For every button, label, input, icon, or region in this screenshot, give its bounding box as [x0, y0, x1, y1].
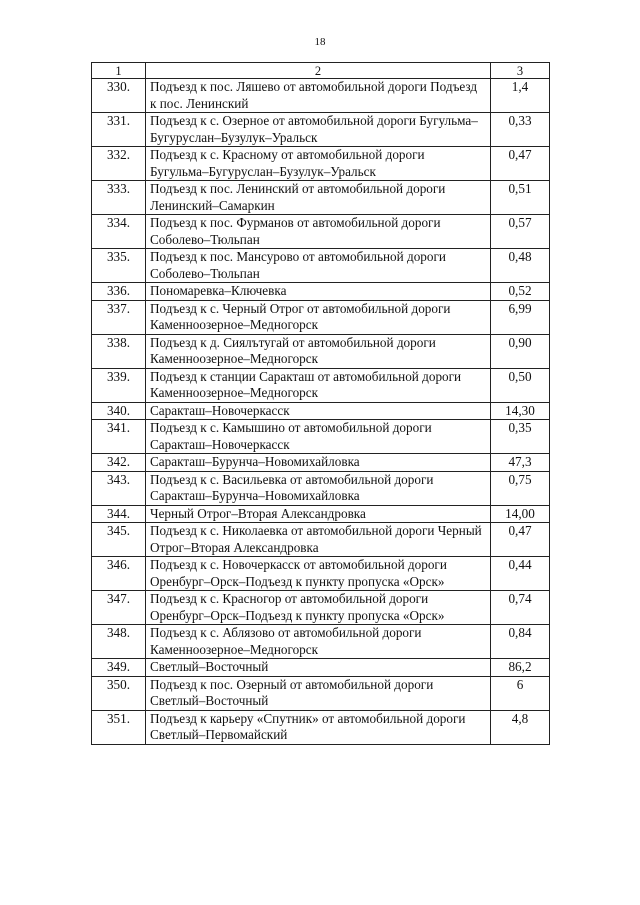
table-row: [92, 505, 550, 523]
table-row: [92, 113, 550, 147]
table-row: [92, 454, 550, 472]
row-road-name: Подъезд к с. Николаевка от автомобильной дороги Черный Отрог–Вторая Александровка: [146, 523, 491, 557]
row-road-name: Саракташ–Новочеркасск: [146, 402, 491, 420]
row-length: 0,74: [491, 591, 550, 625]
row-number: 338.: [92, 334, 146, 368]
row-road-name: Подъезд к пос. Ленинский от автомобильной дороги Ленинский–Самаркин: [146, 181, 491, 215]
header-col-2: 2: [146, 63, 491, 79]
row-length: 0,48: [491, 249, 550, 283]
table-row: [92, 471, 550, 505]
row-number: 341.: [92, 420, 146, 454]
header-col-1: 1: [92, 63, 146, 79]
row-length: 0,44: [491, 557, 550, 591]
table-row: [92, 147, 550, 181]
row-road-name: Подъезд к с. Васильевка от автомобильной дороги Саракташ–Бурунча–Новомихайловка: [146, 471, 491, 505]
row-road-name: Пономаревка–Ключевка: [146, 283, 491, 301]
table-row: [92, 215, 550, 249]
table-row: [92, 402, 550, 420]
row-number: 340.: [92, 402, 146, 420]
row-number: 342.: [92, 454, 146, 472]
row-number: 332.: [92, 147, 146, 181]
row-number: 334.: [92, 215, 146, 249]
row-length: 86,2: [491, 659, 550, 677]
row-road-name: Подъезд к пос. Фурманов от автомобильной дороги Соболево–Тюльпан: [146, 215, 491, 249]
row-road-name: Подъезд к д. Сиялътугай от автомобильной дороги Каменноозерное–Медногорск: [146, 334, 491, 368]
row-road-name: Подъезд к с. Черный Отрог от автомобильной дороги Каменноозерное–Медногорск: [146, 300, 491, 334]
row-road-name: Саракташ–Бурунча–Новомихайловка: [146, 454, 491, 472]
row-number: 350.: [92, 676, 146, 710]
row-road-name: Черный Отрог–Вторая Александровка: [146, 505, 491, 523]
row-length: 6: [491, 676, 550, 710]
row-road-name: Светлый–Восточный: [146, 659, 491, 677]
table-row: [92, 659, 550, 677]
table-row: [92, 181, 550, 215]
table-row: [92, 676, 550, 710]
page-number: 18: [314, 36, 326, 48]
row-number: 346.: [92, 557, 146, 591]
row-number: 343.: [92, 471, 146, 505]
row-length: 0,84: [491, 625, 550, 659]
table-row: [92, 249, 550, 283]
row-number: 335.: [92, 249, 146, 283]
row-number: 331.: [92, 113, 146, 147]
row-road-name: Подъезд к с. Красногор от автомобильной дороги Оренбург–Орск–Подъезд к пункту пропуска «Орск»: [146, 591, 491, 625]
row-length: 0,47: [491, 523, 550, 557]
row-length: 0,90: [491, 334, 550, 368]
row-number: 344.: [92, 505, 146, 523]
row-number: 351.: [92, 710, 146, 744]
row-length: 47,3: [491, 454, 550, 472]
table-row: [92, 710, 550, 744]
row-number: 330.: [92, 79, 146, 113]
table-row: [92, 591, 550, 625]
row-number: 336.: [92, 283, 146, 301]
row-number: 345.: [92, 523, 146, 557]
row-length: 0,35: [491, 420, 550, 454]
row-road-name: Подъезд к с. Камышино от автомобильной дороги Саракташ–Новочеркасск: [146, 420, 491, 454]
row-length: 0,51: [491, 181, 550, 215]
row-length: 1,4: [491, 79, 550, 113]
header-col-3: 3: [491, 63, 550, 79]
row-number: 337.: [92, 300, 146, 334]
table-row: [92, 334, 550, 368]
row-road-name: Подъезд к с. Новочеркасск от автомобильной дороги Оренбург–Орск–Подъезд к пункту пропуска «Орск»: [146, 557, 491, 591]
row-road-name: Подъезд к с. Озерное от автомобильной дороги Бугульма–Бугуруслан–Бузулук–Уральск: [146, 113, 491, 147]
row-road-name: Подъезд к с. Красному от автомобильной дороги Бугульма–Бугуруслан–Бузулук–Уральск: [146, 147, 491, 181]
row-road-name: Подъезд к пос. Мансурово от автомобильной дороги Соболево–Тюльпан: [146, 249, 491, 283]
row-length: 0,75: [491, 471, 550, 505]
row-length: 0,33: [491, 113, 550, 147]
table-header-row: [92, 63, 550, 79]
table-row: [92, 557, 550, 591]
row-road-name: Подъезд к пос. Озерный от автомобильной дороги Светлый–Восточный: [146, 676, 491, 710]
table-row: [92, 625, 550, 659]
row-number: 333.: [92, 181, 146, 215]
row-number: 347.: [92, 591, 146, 625]
roads-table: [91, 62, 550, 745]
row-length: 0,47: [491, 147, 550, 181]
row-length: 0,52: [491, 283, 550, 301]
row-length: 14,30: [491, 402, 550, 420]
row-road-name: Подъезд к карьеру «Спутник» от автомобильной дороги Светлый–Первомайский: [146, 710, 491, 744]
row-road-name: Подъезд к пос. Ляшево от автомобильной дороги Подъезд к пос. Ленинский: [146, 79, 491, 113]
row-length: 0,50: [491, 368, 550, 402]
table-row: [92, 523, 550, 557]
table-row: [92, 300, 550, 334]
row-road-name: Подъезд к станции Саракташ от автомобильной дороги Каменноозерное–Медногорск: [146, 368, 491, 402]
row-number: 339.: [92, 368, 146, 402]
table-row: [92, 420, 550, 454]
row-length: 4,8: [491, 710, 550, 744]
row-length: 14,00: [491, 505, 550, 523]
row-length: 0,57: [491, 215, 550, 249]
table-row: [92, 283, 550, 301]
table-row: [92, 368, 550, 402]
row-number: 348.: [92, 625, 146, 659]
row-length: 6,99: [491, 300, 550, 334]
row-road-name: Подъезд к с. Аблязово от автомобильной дороги Каменноозерное–Медногорск: [146, 625, 491, 659]
row-number: 349.: [92, 659, 146, 677]
table-row: [92, 79, 550, 113]
